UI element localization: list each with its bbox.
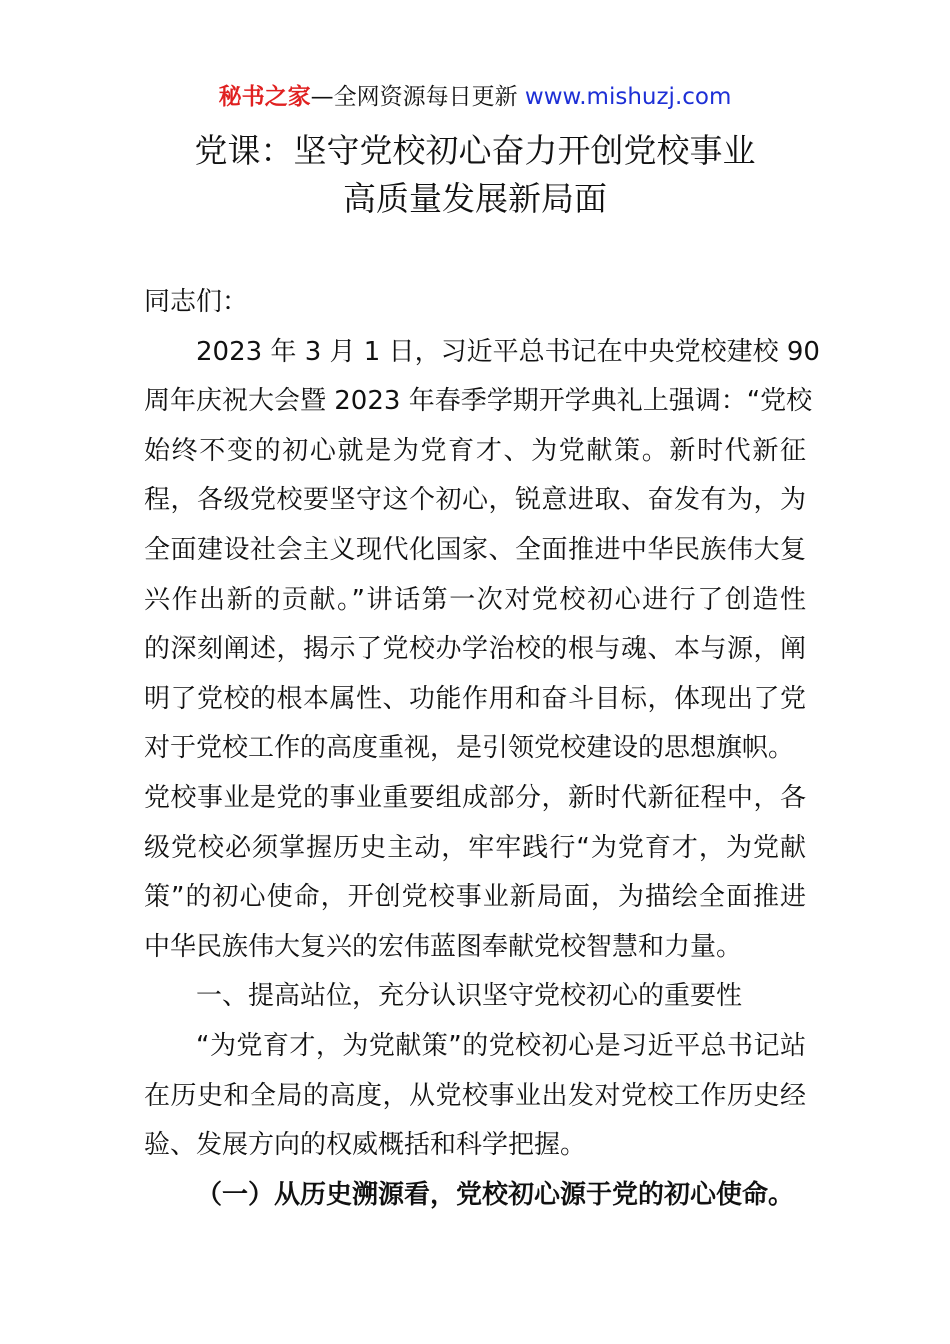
- site-banner: [0, 80, 950, 114]
- section-heading: 一、提高站位，充分认识坚守党校初心的重要性: [196, 981, 743, 1012]
- paragraph-line: 策”的初心使命，开创党校事业新局面，为描绘全面推进: [144, 882, 806, 913]
- document-title-line-1: 党课：坚守党校初心奋力开创党校事业: [194, 131, 756, 170]
- paragraph-line: 全面建设社会主义现代化国家、全面推进中华民族伟大复: [144, 534, 806, 565]
- paragraph-line: “为党育才，为党献策”的党校初心是习近平总书记站: [196, 1030, 806, 1061]
- paragraph-line: 验、发展方向的权威概括和科学把握。: [144, 1130, 587, 1161]
- brand-name: 秘书之家: [218, 84, 311, 110]
- paragraph-line: 明了党校的根本属性、功能作用和奋斗目标，体现出了党: [144, 683, 806, 714]
- document-body: [144, 278, 820, 1220]
- paragraph-line: 周年庆祝大会暨 2023 年春季学期开学典礼上强调：“党校: [144, 386, 813, 417]
- site-link[interactable]: www.mishuzj.com: [524, 84, 732, 110]
- paragraph-line: 程，各级党校要坚守这个初心，锐意进取、奋发有为，为: [144, 485, 806, 516]
- paragraph-line: 级党校必须掌握历史主动，牢牢践行“为党育才，为党献: [144, 832, 806, 863]
- paragraph-line: 兴作出新的贡献。”讲话第一次对党校初心进行了创造性: [144, 584, 806, 615]
- paragraph-line: 中华民族伟大复兴的宏伟蓝图奉献党校智慧和力量。: [144, 931, 743, 962]
- paragraph-line: 对于党校工作的高度重视，是引领党校建设的思想旗帜。: [144, 733, 795, 764]
- paragraph-line: 2023 年 3 月 1 日，习近平总书记在中央党校建校 90: [196, 336, 820, 367]
- paragraph-line: 的深刻阐述，揭示了党校办学治校的根与魂、本与源，阐: [144, 634, 806, 665]
- paragraph-line: 始终不变的初心就是为党育才、为党献策。新时代新征: [144, 435, 806, 466]
- banner-tagline: 全网资源每日更新: [333, 84, 518, 110]
- paragraph-line: 在历史和全局的高度，从党校事业出发对党校工作历史经: [144, 1080, 806, 1111]
- subsection-heading: （一）从历史溯源看，党校初心源于党的初心使命。: [196, 1179, 795, 1210]
- salutation: 同志们：: [144, 287, 249, 317]
- document-title-line-2: 高质量发展新局面: [343, 179, 607, 218]
- banner-dash: —: [310, 84, 334, 110]
- paragraph-line: 党校事业是党的事业重要组成部分，新时代新征程中，各: [144, 782, 806, 813]
